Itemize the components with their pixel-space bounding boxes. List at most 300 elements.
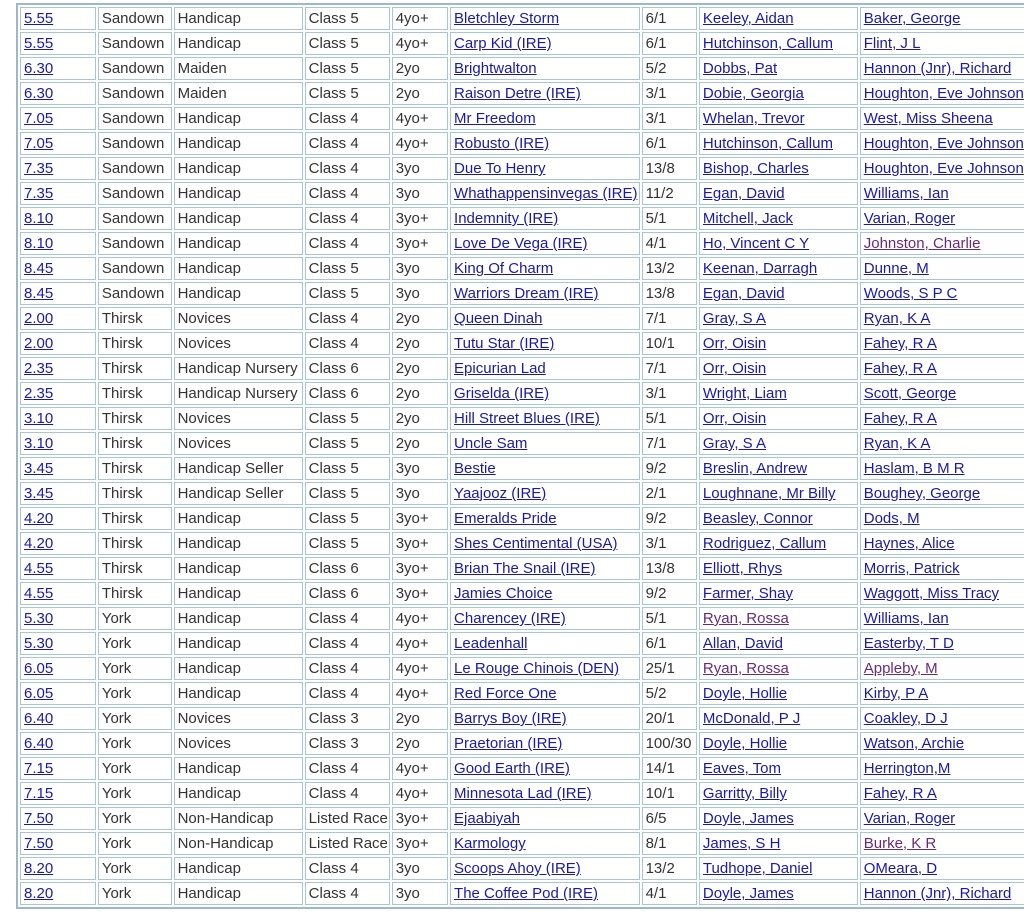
race-class-cell: Class 5 [308, 85, 359, 102]
trainer-link[interactable]: Williams, Ian [863, 610, 949, 627]
horse-link[interactable]: Yaajooz (IRE) [454, 485, 547, 502]
age-cell [392, 57, 448, 80]
jockey-link[interactable]: Dobie, Georgia [702, 85, 804, 102]
jockey-link[interactable]: Gray, S A [702, 310, 766, 327]
age-cell: 3yo [395, 160, 420, 177]
age-cell [392, 757, 448, 780]
horse-link[interactable]: The Coffee Pod (IRE) [454, 885, 599, 902]
horse-link[interactable]: Praetorian (IRE) [454, 735, 563, 752]
trainer-cell [860, 407, 1024, 430]
trainer-link[interactable]: Herrington,M [863, 760, 951, 777]
class-cell [305, 282, 390, 305]
odds-cell: 6/5 [645, 810, 667, 827]
race-time-link[interactable]: 6.30 [24, 85, 54, 102]
jockey-cell [699, 532, 858, 555]
horse-cell [450, 32, 640, 55]
odds-cell: 3/1 [645, 110, 667, 127]
trainer-link[interactable]: Hannon (Jnr), Richard [863, 885, 1012, 902]
trainer-link[interactable]: Dods, M [863, 510, 920, 527]
race-time-link[interactable]: 6.05 [24, 660, 54, 677]
jockey-link[interactable]: Keeley, Aidan [702, 10, 794, 27]
jockey-link[interactable]: Farmer, Shay [702, 585, 793, 602]
course-cell [98, 682, 172, 705]
race-type-cell: Handicap [177, 210, 241, 227]
course-cell: Thirsk [101, 485, 143, 502]
race-type-cell: Handicap Nursery [177, 385, 298, 402]
jockey-link[interactable]: Dobbs, Pat [702, 60, 778, 77]
table-row [20, 457, 1024, 480]
trainer-link[interactable]: Johnston, Charlie [863, 235, 981, 252]
race-time-link[interactable]: 4.20 [24, 535, 54, 552]
jockey-cell [699, 232, 858, 255]
class-cell [305, 82, 390, 105]
trainer-link[interactable]: Dunne, M [863, 260, 929, 277]
trainer-cell [860, 32, 1024, 55]
type-cell [174, 857, 303, 880]
jockey-link[interactable]: Ryan, Rossa [702, 660, 789, 677]
age-cell: 2yo [395, 735, 420, 752]
race-class-cell: Class 5 [308, 460, 359, 477]
class-cell [305, 382, 390, 405]
jockey-cell [699, 432, 858, 455]
race-time-link[interactable]: 3.10 [24, 410, 54, 427]
horse-cell [450, 507, 640, 530]
odds-cell: 20/1 [645, 710, 675, 727]
jockey-cell [699, 832, 858, 855]
race-time-link[interactable]: 4.55 [24, 585, 54, 602]
horse-link[interactable]: Le Rouge Chinois (DEN) [454, 660, 620, 677]
jockey-cell [699, 457, 858, 480]
trainer-link[interactable]: West, Miss Sheena [863, 110, 993, 127]
trainer-link[interactable]: Fahey, R A [863, 785, 937, 802]
jockey-link[interactable]: Wright, Liam [702, 385, 787, 402]
trainer-link[interactable]: Baker, George [863, 10, 961, 27]
race-class-cell: Class 4 [308, 685, 359, 702]
race-time-link[interactable]: 8.45 [24, 285, 54, 302]
horse-link[interactable]: Tutu Star (IRE) [454, 335, 555, 352]
type-cell [174, 357, 303, 380]
horse-cell [450, 532, 640, 555]
race-time-link[interactable]: 6.05 [24, 685, 54, 702]
course-cell [98, 457, 172, 480]
race-time-link[interactable]: 6.40 [24, 735, 54, 752]
race-time-link[interactable]: 8.10 [24, 210, 54, 227]
race-selections-body [20, 7, 1024, 905]
course-cell [98, 757, 172, 780]
race-time-link[interactable]: 8.20 [24, 885, 54, 902]
horse-link[interactable]: Charencey (IRE) [454, 610, 566, 627]
trainer-link[interactable]: OMeara, D [863, 860, 938, 877]
jockey-cell [699, 257, 858, 280]
horse-link[interactable]: Leadenhall [454, 635, 528, 652]
race-type-cell: Handicap Seller [177, 485, 284, 502]
trainer-link[interactable]: Fahey, R A [863, 360, 937, 377]
horse-link[interactable]: Karmology [454, 835, 526, 852]
jockey-link[interactable]: Hutchinson, Callum [702, 35, 833, 52]
jockey-link[interactable]: Loughnane, Mr Billy [702, 485, 836, 502]
jockey-cell [699, 207, 858, 230]
class-cell [305, 482, 390, 505]
age-cell: 3yo+ [395, 210, 429, 227]
odds-cell [642, 807, 697, 830]
age-cell: 4yo+ [395, 10, 429, 27]
race-type-cell: Handicap [177, 635, 241, 652]
race-class-cell: Class 5 [308, 285, 359, 302]
odds-cell [642, 257, 697, 280]
age-cell [392, 232, 448, 255]
race-time-link[interactable]: 7.35 [24, 160, 54, 177]
course-cell [98, 232, 172, 255]
trainer-link[interactable]: Hannon (Jnr), Richard [863, 60, 1012, 77]
jockey-link[interactable]: Mitchell, Jack [702, 210, 793, 227]
course-cell [98, 307, 172, 330]
race-time-link[interactable]: 8.45 [24, 260, 54, 277]
age-cell [392, 382, 448, 405]
jockey-link[interactable]: Bishop, Charles [702, 160, 809, 177]
odds-cell [642, 832, 697, 855]
type-cell [174, 732, 303, 755]
horse-link[interactable]: Minnesota Lad (IRE) [454, 785, 592, 802]
course-cell: York [101, 760, 132, 777]
jockey-link[interactable]: Rodriguez, Callum [702, 535, 827, 552]
jockey-link[interactable]: Egan, David [702, 185, 785, 202]
horse-link[interactable]: Love De Vega (IRE) [454, 235, 588, 252]
horse-link[interactable]: Uncle Sam [454, 435, 528, 452]
table-row [20, 732, 1024, 755]
type-cell [174, 307, 303, 330]
type-cell [174, 132, 303, 155]
jockey-link[interactable]: Egan, David [702, 285, 785, 302]
trainer-link[interactable]: Fahey, R A [863, 335, 937, 352]
jockey-link[interactable]: Tudhope, Daniel [702, 860, 813, 877]
age-cell [392, 7, 448, 30]
course-cell: Thirsk [101, 410, 143, 427]
trainer-link[interactable]: Fahey, R A [863, 410, 937, 427]
age-cell: 2yo [395, 410, 420, 427]
trainer-link[interactable]: Varian, Roger [863, 810, 956, 827]
jockey-link[interactable]: Breslin, Andrew [702, 460, 808, 477]
race-type-cell: Handicap Nursery [177, 360, 298, 377]
horse-cell [450, 332, 640, 355]
course-cell [98, 582, 172, 605]
jockey-link[interactable]: Doyle, James [702, 885, 794, 902]
trainer-link[interactable]: Watson, Archie [863, 735, 965, 752]
horse-link[interactable]: Shes Centimental (USA) [454, 535, 618, 552]
table-row [20, 7, 1024, 30]
trainer-link[interactable]: Waggott, Miss Tracy [863, 585, 1000, 602]
jockey-cell [699, 632, 858, 655]
horse-link[interactable]: Due To Henry [454, 160, 546, 177]
odds-cell: 5/2 [645, 60, 667, 77]
race-time-link[interactable]: 7.05 [24, 110, 54, 127]
jockey-cell [699, 107, 858, 130]
course-cell: York [101, 835, 132, 852]
race-time-link[interactable]: 3.45 [24, 485, 54, 502]
trainer-link[interactable]: Scott, George [863, 385, 957, 402]
jockey-link[interactable]: Ryan, Rossa [702, 610, 789, 627]
jockey-cell [699, 32, 858, 55]
horse-cell [450, 657, 640, 680]
trainer-link[interactable]: Williams, Ian [863, 185, 949, 202]
trainer-link[interactable]: Varian, Roger [863, 210, 956, 227]
class-cell [305, 332, 390, 355]
jockey-cell [699, 607, 858, 630]
time-cell [20, 882, 96, 905]
odds-cell [642, 582, 697, 605]
age-cell [392, 332, 448, 355]
race-time-link[interactable]: 5.55 [24, 10, 54, 27]
trainer-cell [860, 632, 1024, 655]
jockey-link[interactable]: Gray, S A [702, 435, 766, 452]
trainer-cell [860, 282, 1024, 305]
jockey-link[interactable]: Keenan, Darragh [702, 260, 818, 277]
trainer-link[interactable]: Boughey, George [863, 485, 981, 502]
trainer-link[interactable]: Houghton, Eve Johnson [863, 85, 1024, 102]
time-cell [20, 482, 96, 505]
time-cell [20, 257, 96, 280]
horse-link[interactable]: Jamies Choice [454, 585, 553, 602]
horse-link[interactable]: Robusto (IRE) [454, 135, 550, 152]
trainer-cell [860, 82, 1024, 105]
jockey-link[interactable]: Ho, Vincent C Y [702, 235, 810, 252]
type-cell [174, 632, 303, 655]
trainer-link[interactable]: Appleby, M [863, 660, 938, 677]
trainer-link[interactable]: Easterby, T D [863, 635, 954, 652]
race-time-link[interactable]: 2.00 [24, 310, 54, 327]
horse-cell [450, 282, 640, 305]
race-time-link[interactable]: 6.30 [24, 60, 54, 77]
jockey-link[interactable]: Allan, David [702, 635, 783, 652]
horse-link[interactable]: Whathappensinvegas (IRE) [454, 185, 638, 202]
race-time-link[interactable]: 2.35 [24, 360, 54, 377]
race-time-link[interactable]: 2.35 [24, 385, 54, 402]
race-time-link[interactable]: 7.35 [24, 185, 54, 202]
odds-cell [642, 232, 697, 255]
course-cell: Sandown [101, 135, 165, 152]
odds-cell [642, 382, 697, 405]
trainer-link[interactable]: Ryan, K A [863, 435, 931, 452]
table-row [20, 707, 1024, 730]
race-type-cell: Non-Handicap [177, 810, 274, 827]
odds-cell: 6/1 [645, 635, 667, 652]
age-cell: 4yo+ [395, 760, 429, 777]
course-cell: Thirsk [101, 335, 143, 352]
horse-link[interactable]: Indemnity (IRE) [454, 210, 559, 227]
race-class-cell: Class 4 [308, 785, 359, 802]
jockey-cell [699, 557, 858, 580]
horse-link[interactable]: Carp Kid (IRE) [454, 35, 552, 52]
jockey-link[interactable]: Beasley, Connor [702, 510, 813, 527]
type-cell [174, 282, 303, 305]
race-time-link[interactable]: 3.45 [24, 460, 54, 477]
race-type-cell: Handicap [177, 885, 241, 902]
horse-link[interactable]: Hill Street Blues (IRE) [454, 410, 600, 427]
jockey-link[interactable]: Hutchinson, Callum [702, 135, 833, 152]
odds-cell [642, 132, 697, 155]
trainer-link[interactable]: Ryan, K A [863, 310, 931, 327]
trainer-cell [860, 532, 1024, 555]
horse-link[interactable]: Queen Dinah [454, 310, 543, 327]
race-time-link[interactable]: 5.30 [24, 610, 54, 627]
age-cell: 3yo [395, 260, 420, 277]
horse-link[interactable]: Epicurian Lad [454, 360, 546, 377]
type-cell [174, 482, 303, 505]
horse-link[interactable]: Barrys Boy (IRE) [454, 710, 567, 727]
trainer-cell [860, 557, 1024, 580]
horse-link[interactable]: Good Earth (IRE) [454, 760, 570, 777]
race-type-cell: Handicap [177, 235, 241, 252]
horse-cell [450, 857, 640, 880]
horse-link[interactable]: Brightwalton [454, 60, 537, 77]
odds-cell [642, 407, 697, 430]
race-type-cell: Handicap [177, 610, 241, 627]
trainer-link[interactable]: Haslam, B M R [863, 460, 965, 477]
age-cell [392, 807, 448, 830]
jockey-link[interactable]: Doyle, Hollie [702, 685, 788, 702]
table-row [20, 657, 1024, 680]
jockey-link[interactable]: Elliott, Rhys [702, 560, 783, 577]
jockey-link[interactable]: Whelan, Trevor [702, 110, 805, 127]
race-time-link[interactable]: 7.05 [24, 135, 54, 152]
type-cell [174, 407, 303, 430]
horse-link[interactable]: Ejaabiyah [454, 810, 520, 827]
age-cell [392, 132, 448, 155]
race-time-link[interactable]: 4.55 [24, 560, 54, 577]
trainer-cell [860, 832, 1024, 855]
jockey-link[interactable]: McDonald, P J [702, 710, 801, 727]
odds-cell: 13/8 [645, 560, 675, 577]
horse-link[interactable]: Bletchley Storm [454, 10, 560, 27]
race-time-link[interactable]: 7.15 [24, 785, 54, 802]
horse-link[interactable]: Griselda (IRE) [454, 385, 550, 402]
trainer-link[interactable]: Burke, K R [863, 835, 937, 852]
horse-link[interactable]: Emeralds Pride [454, 510, 557, 527]
horse-cell [450, 457, 640, 480]
horse-link[interactable]: Raison Detre (IRE) [454, 85, 581, 102]
table-row [20, 582, 1024, 605]
jockey-link[interactable]: Doyle, Hollie [702, 735, 788, 752]
age-cell [392, 632, 448, 655]
table-row [20, 507, 1024, 530]
horse-link[interactable]: Scoops Ahoy (IRE) [454, 860, 581, 877]
trainer-link[interactable]: Kirby, P A [863, 685, 929, 702]
race-time-link[interactable]: 8.20 [24, 860, 54, 877]
horse-cell [450, 132, 640, 155]
horse-cell [450, 107, 640, 130]
horse-cell [450, 732, 640, 755]
race-time-link[interactable]: 5.55 [24, 35, 54, 52]
age-cell: 3yo [395, 185, 420, 202]
trainer-link[interactable]: Coakley, D J [863, 710, 948, 727]
time-cell [20, 7, 96, 30]
horse-link[interactable]: King Of Charm [454, 260, 554, 277]
race-class-cell: Class 5 [308, 435, 359, 452]
trainer-link[interactable]: Houghton, Eve Johnson [863, 135, 1024, 152]
race-time-link[interactable]: 7.50 [24, 835, 54, 852]
time-cell [20, 407, 96, 430]
horse-link[interactable]: Bestie [454, 460, 496, 477]
jockey-link[interactable]: Doyle, James [702, 810, 794, 827]
race-class-cell: Class 5 [308, 60, 359, 77]
course-cell: Sandown [101, 60, 165, 77]
jockey-link[interactable]: James, S H [702, 835, 781, 852]
odds-cell: 2/1 [645, 485, 667, 502]
jockey-link[interactable]: Orr, Oisin [702, 335, 767, 352]
class-cell [305, 157, 390, 180]
race-type-cell: Handicap [177, 560, 241, 577]
trainer-cell [860, 657, 1024, 680]
type-cell [174, 782, 303, 805]
course-cell [98, 657, 172, 680]
race-time-link[interactable]: 7.15 [24, 760, 54, 777]
class-cell [305, 707, 390, 730]
race-time-link[interactable]: 4.20 [24, 510, 54, 527]
race-time-link[interactable]: 6.40 [24, 710, 54, 727]
trainer-cell [860, 482, 1024, 505]
course-cell [98, 107, 172, 130]
trainer-link[interactable]: Woods, S P C [863, 285, 958, 302]
trainer-cell [860, 182, 1024, 205]
course-cell: Sandown [101, 210, 165, 227]
trainer-link[interactable]: Flint, J L [863, 35, 921, 52]
odds-cell: 3/1 [645, 535, 667, 552]
table-row [20, 107, 1024, 130]
odds-cell [642, 457, 697, 480]
type-cell [174, 807, 303, 830]
odds-cell: 6/1 [645, 135, 667, 152]
jockey-link[interactable]: Orr, Oisin [702, 360, 767, 377]
race-time-link[interactable]: 2.00 [24, 335, 54, 352]
race-type-cell: Novices [177, 310, 231, 327]
type-cell [174, 57, 303, 80]
race-class-cell: Class 5 [308, 535, 359, 552]
race-time-link[interactable]: 5.30 [24, 635, 54, 652]
race-time-link[interactable]: 7.50 [24, 810, 54, 827]
course-cell [98, 407, 172, 430]
trainer-cell [860, 7, 1024, 30]
horse-link[interactable]: Warriors Dream (IRE) [454, 285, 599, 302]
jockey-link[interactable]: Orr, Oisin [702, 410, 767, 427]
course-cell: Thirsk [101, 310, 143, 327]
horse-link[interactable]: Mr Freedom [454, 110, 536, 127]
race-class-cell: Class 6 [308, 560, 359, 577]
time-cell [20, 357, 96, 380]
race-class-cell: Class 5 [308, 10, 359, 27]
odds-cell [642, 282, 697, 305]
trainer-cell [860, 107, 1024, 130]
odds-cell [642, 182, 697, 205]
race-time-link[interactable]: 8.10 [24, 235, 54, 252]
race-time-link[interactable]: 3.10 [24, 435, 54, 452]
jockey-link[interactable]: Eaves, Tom [702, 760, 782, 777]
odds-cell: 13/8 [645, 285, 675, 302]
horse-link[interactable]: Brian The Snail (IRE) [454, 560, 596, 577]
trainer-link[interactable]: Houghton, Eve Johnson [863, 160, 1024, 177]
trainer-link[interactable]: Haynes, Alice [863, 535, 955, 552]
race-type-cell: Handicap [177, 135, 241, 152]
odds-cell [642, 682, 697, 705]
trainer-link[interactable]: Morris, Patrick [863, 560, 960, 577]
trainer-cell [860, 732, 1024, 755]
jockey-link[interactable]: Garritty, Billy [702, 785, 787, 802]
time-cell [20, 157, 96, 180]
table-row [20, 232, 1024, 255]
age-cell: 4yo+ [395, 610, 429, 627]
horse-link[interactable]: Red Force One [454, 685, 557, 702]
race-class-cell: Class 4 [308, 335, 359, 352]
time-cell [20, 332, 96, 355]
jockey-cell [699, 182, 858, 205]
